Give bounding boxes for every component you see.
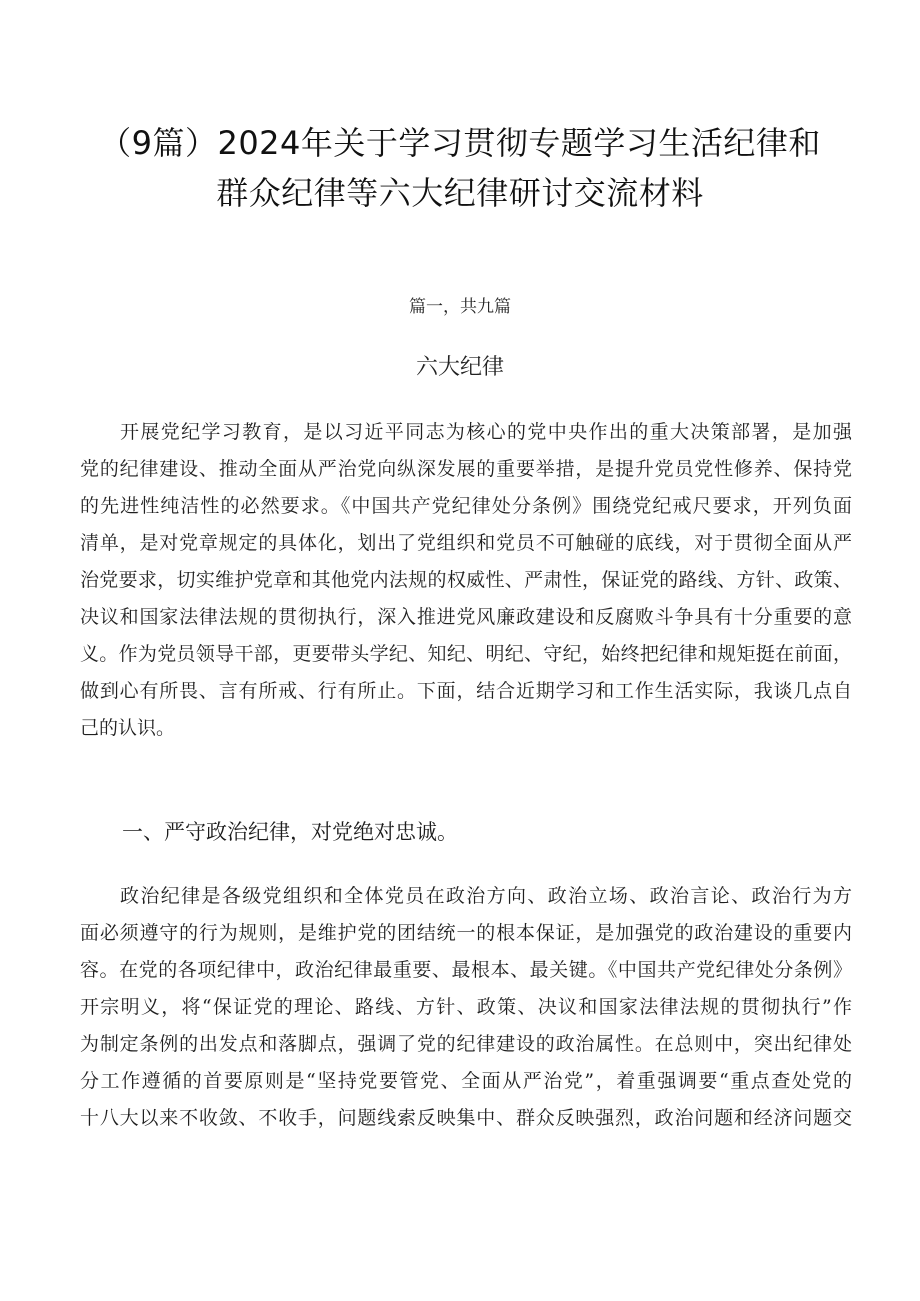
paragraph-line: 为制定条例的出发点和落脚点，强调了党的纪律建设的政治属性。在总则中，突出纪律处 [80, 1033, 852, 1055]
paragraph-line: 面必须遵守的行为规则，是维护党的团结统一的根本保证，是加强党的政治建设的重要内 [80, 922, 852, 944]
paragraph-line: 开展党纪学习教育，是以习近平同志为核心的党中央作出的重大决策部署，是加强 [120, 421, 852, 443]
article-subtitle: 篇一，共九篇 [409, 297, 511, 317]
paragraph-line: 决议和国家法律法规的贯彻执行，深入推进党风廉政建设和反腐败斗争具有十分重要的意 [80, 606, 852, 628]
paragraph-political-discipline [80, 878, 852, 1137]
paragraph-line: 十八大以来不收敛、不收手，问题线索反映集中、群众反映强烈，政治问题和经济问题交 [80, 1107, 852, 1129]
paragraph-line: 政治纪律是各级党组织和全体党员在政治方向、政治立场、政治言论、政治行为方 [120, 885, 852, 907]
paragraph-line: 容。在党的各项纪律中，政治纪律最重要、最根本、最关键。《中国共产党纪律处分条例》 [80, 959, 852, 981]
paragraph-line: 分工作遵循的首要原则是“坚持党要管党、全面从严治党”，着重强调要“重点查处党的 [80, 1070, 852, 1092]
paragraph-line: 党的纪律建设、推动全面从严治党向纵深发展的重要举措，是提升党员党性修养、保持党 [80, 458, 852, 480]
paragraph-line: 己的认识。 [80, 717, 176, 739]
paragraph-intro [80, 414, 852, 747]
heading-political-discipline: 一、严守政治纪律，对党绝对忠诚。 [122, 820, 458, 844]
paragraph-line: 治党要求，切实维护党章和其他党内法规的权威性、严肃性，保证党的路线、方针、政策、 [80, 569, 852, 591]
paragraph-line: 清单，是对党章规定的具体化，划出了党组织和党员不可触碰的底线，对于贯彻全面从严 [80, 532, 852, 554]
paragraph-line: 的先进性纯洁性的必然要求。《中国共产党纪律处分条例》围绕党纪戒尺要求，开列负面 [80, 495, 852, 517]
paragraph-line: 开宗明义，将“保证党的理论、路线、方针、政策、决议和国家法律法规的贯彻执行”作 [80, 996, 852, 1018]
document-title-line-1: （9篇）2024年关于学习贯彻专题学习生活纪律和 [99, 124, 821, 162]
paragraph-line: 义。作为党员领导干部，更要带头学纪、知纪、明纪、守纪，始终把纪律和规矩挺在前面， [80, 643, 852, 665]
paragraph-line: 做到心有所畏、言有所戒、行有所止。下面，结合近期学习和工作生活实际，我谈几点自 [80, 680, 852, 702]
document-title-line-2: 群众纪律等六大纪律研讨交流材料 [216, 174, 704, 212]
section-heading: 六大纪律 [415, 355, 504, 380]
